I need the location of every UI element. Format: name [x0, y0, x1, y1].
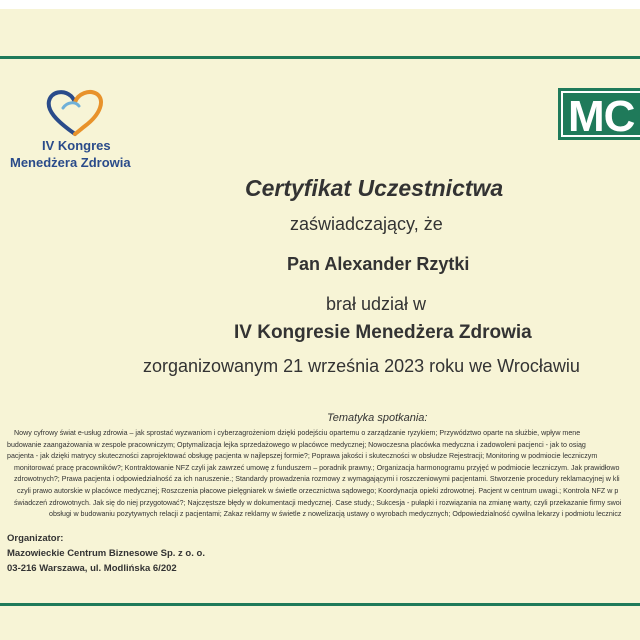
topic-line: świadczeń zdrowotnych. Jak się do niej przygotować?; Najczęstsze błędy w dokumentacji medycznej. Case study.; Sukcesja - pułapki i rozwiązania na zmianę warty, czyli przekazanie firmy swoi: [14, 498, 622, 507]
topic-line: obsługi w budowaniu pozytywnych relacji z pacjentami; Zakaz reklamy w świetle z nowelizacją ustawy o wyrobach medycznych; Odpowiedzialność cywilna lekarzy i podmiotu lecznicz: [49, 510, 622, 519]
logo-text-line2: Menedżera Zdrowia: [10, 155, 131, 170]
top-border-line: [0, 56, 640, 59]
topic-line: pacjenta - jak dzięki matrycy skuteczności zaprojektować obsługę pacjenta w najlepszej formie?; Poprawa jakości i skuteczności w obsłudze Rejestracji; Monitoring w podmiocie leczniczym: [7, 452, 598, 461]
logo-text-line1: IV Kongres: [42, 138, 111, 153]
attests-text: zaświadczający, że: [290, 214, 443, 234]
topic-line: Nowy cyfrowy świat e-usług zdrowia – jak sprostać wyzwaniom i cyberzagrożeniom dzięki podejściu opartemu o zarządzanie ryzykiem; Przywództwo oparte na służbie, wpływ mene: [14, 429, 581, 437]
scan-margin: [0, 0, 640, 9]
participant-name: Pan Alexander Rzytki: [287, 254, 470, 274]
topic-line: budowanie zaangażowania w zespole pracowniczym; Optymalizacja lejka sprzedażowego w placówce medycznej; Nowoczesna placówka medyczna i zadowoleni pacjenci - jak to osiąg: [7, 440, 586, 449]
bottom-border-line: [0, 603, 640, 606]
event-date-place: zorganizowanym 21 września 2023 roku we Wrocławiu: [143, 356, 580, 376]
organizer-badge-logo: MC: [558, 88, 640, 140]
congress-logo: [8, 88, 138, 178]
topic-line: czyli prawo autorskie w placówce medycznej; Roszczenia płacowe pielęgniarek w świetle orzecznictwa sądowego; Koordynacja opieki zdrowotnej. Pacjent w centrum uwagi.; Kontrola NFZ w p: [17, 486, 619, 495]
organizer-label: Organizator:: [7, 533, 64, 544]
heart-icon: [45, 88, 105, 138]
topics-heading: Tematyka spotkania:: [327, 412, 428, 424]
certificate-title: Certyfikat Uczestnictwa: [245, 175, 504, 201]
organizer-address: 03-216 Warszawa, ul. Modlińska 6/202: [7, 563, 177, 574]
participated-text: brał udział w: [326, 294, 427, 314]
topic-line: zdrowotnych?; Prawa pacjenta i odpowiedzialność za ich naruszenie.; Standardy prowadzenia rozmowy z wymagającymi i roszczeniowymi pacjentami. Stworzenie procedury reklamacyjnej w kli: [14, 475, 620, 484]
topic-line: monitorować pracę pracowników?; Kontraktowanie NFZ czyli jak zawrzeć umowę z funduszem – poradnik prawny.; Organizacja harmonogramu przyjęć w podmiocie leczniczym. Jak prawidłowo: [14, 463, 620, 472]
organizer-company: Mazowieckie Centrum Biznesowe Sp. z o. o.: [7, 548, 205, 559]
event-name: IV Kongresie Menedżera Zdrowia: [234, 322, 532, 343]
topics-list: [0, 428, 640, 521]
